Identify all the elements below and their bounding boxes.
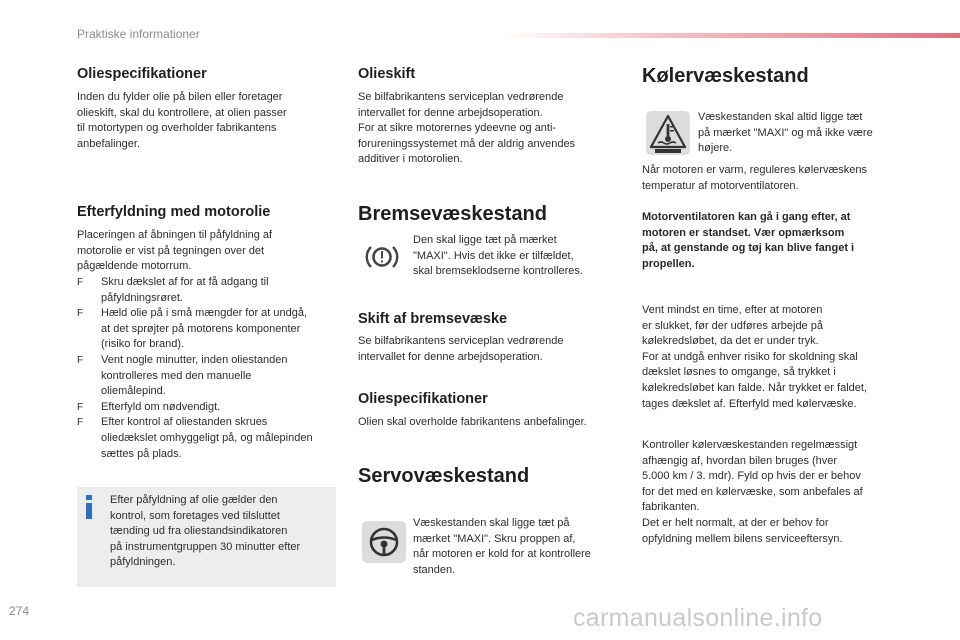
- text-line: kontrol, som foretages ved tilsluttet: [110, 509, 280, 522]
- topup-heading: Efterfyldning med motorolie: [77, 204, 271, 220]
- oil-change-text: [358, 90, 623, 168]
- list-item: [77, 353, 342, 400]
- list-item: [77, 275, 342, 306]
- text-line: olieskift, skal du kontrollere, at olien passer: [77, 106, 287, 119]
- coolant-heading: Kølervæskestand: [642, 65, 809, 87]
- text-line: kølekredsløbet kan falde. Når trykket er faldet,: [642, 381, 867, 394]
- list-item: [77, 306, 342, 353]
- coolant-wait-text: [642, 303, 917, 412]
- text-line: Se bilfabrikantens serviceplan vedrørende: [358, 91, 564, 103]
- text-line: fabrikanten.: [642, 501, 700, 514]
- text-line: Væskestanden skal altid ligge tæt: [698, 111, 863, 123]
- header-accent-bar: [500, 33, 960, 38]
- info-note-text: [110, 493, 335, 571]
- watermark: carmanualsonline.info: [573, 604, 823, 632]
- bullet-mark: F: [77, 401, 84, 413]
- text-line: påfyldningen.: [110, 556, 176, 569]
- text-line: Motorventilatoren kan gå i gang efter, at: [642, 211, 851, 223]
- list-item: [77, 415, 342, 462]
- text-line: Se bilfabrikantens serviceplan vedrørende: [358, 335, 564, 347]
- text-line: intervallet for denne arbejdsoperation.: [358, 106, 543, 119]
- text-line: Efter kontrol af oliestanden skrues: [101, 416, 268, 429]
- text-line: Når motoren er varm, reguleres kølervæskens: [642, 164, 867, 176]
- steering-wheel-icon: [361, 520, 407, 564]
- text-line: standen.: [413, 563, 456, 576]
- text-line: motoren er standset. Vær opmærksom: [642, 226, 845, 239]
- bullet-mark: F: [77, 277, 84, 288]
- brake-fluid-text: [413, 233, 623, 280]
- text-line: når motoren er kold for at kontrollere: [413, 548, 591, 561]
- text-line: Den skal ligge tæt på mærket: [413, 234, 557, 246]
- text-line: pågældende motorrum.: [77, 260, 192, 273]
- text-line: dækslet løsnes to omgange, så trykket i: [642, 366, 836, 379]
- info-icon-bar: [86, 503, 92, 519]
- text-line: tages dækslet af. Efterfyld med kølervæske.: [642, 397, 857, 410]
- coolant-check-text: [642, 438, 917, 547]
- text-line: sættes på plads.: [101, 447, 182, 460]
- text-line: additiver i motorolien.: [358, 153, 463, 166]
- bullet-mark: F: [77, 354, 84, 366]
- text-line: For at sikre motorernes ydeevne og anti-: [358, 122, 557, 135]
- text-line: Hæld olie på i små mængder for at undgå,: [101, 307, 308, 320]
- text-line: kølekredsløbet, da det er under tryk.: [642, 335, 819, 348]
- text-line: Placeringen af åbningen til påfyldning af: [77, 229, 273, 241]
- text-line: skal bremseklodserne kontrolleres.: [413, 265, 583, 278]
- text-line: højere.: [698, 142, 733, 155]
- text-line: for det med en kølervæske, som anbefales af: [642, 485, 863, 498]
- text-line: anbefalinger.: [77, 137, 140, 150]
- oil-spec-heading: Oliespecifikationer: [77, 66, 207, 82]
- text-line: Skru dækslet af for at få adgang til: [101, 276, 269, 288]
- oil-change-heading: Olieskift: [358, 66, 416, 82]
- text-line: Vent nogle minutter, inden oliestanden: [101, 353, 288, 366]
- running-header: Praktiske informationer: [77, 27, 200, 41]
- text-line: (risiko for brand).: [101, 338, 185, 351]
- power-steering-heading: Servovæskestand: [358, 465, 530, 487]
- text-line: oliedækslet omhyggeligt på, og målepinden: [101, 431, 313, 444]
- text-line: temperatur af motorventilatoren.: [642, 179, 799, 192]
- info-icon-dot: [86, 495, 92, 500]
- text-line: er slukket, før der udføres arbejde på: [642, 319, 823, 332]
- coolant-icon-text: [698, 110, 908, 157]
- text-line: afhængig af, hvordan bilen bruges (hver: [642, 454, 838, 467]
- text-line: Efterfyld om nødvendigt.: [101, 400, 221, 413]
- text-line: på instrumentgruppen 30 minutter efter: [110, 540, 301, 553]
- coolant-temperature-warning-icon: [645, 110, 691, 156]
- oil-spec-heading-2: Oliespecifikationer: [358, 391, 488, 407]
- text-line: på mærket "MAXI" og må ikke være: [698, 126, 873, 139]
- text-line: mærket "MAXI". Skru proppen af,: [413, 532, 576, 545]
- text-line: tænding ud fra oliestandsindikatoren: [110, 525, 288, 538]
- text-line: Det er helt normalt, at der er behov for: [642, 516, 829, 529]
- oil-spec-text-2: Olien skal overholde fabrikantens anbefalinger.: [358, 416, 587, 428]
- bullet-mark: F: [77, 308, 84, 320]
- fan-warning-text: [642, 210, 912, 272]
- text-line: intervallet for denne arbejdsoperation.: [358, 350, 543, 363]
- topup-text: [77, 228, 337, 275]
- brake-fluid-heading: Bremsevæskestand: [358, 203, 547, 225]
- info-icon: [86, 495, 92, 519]
- text-line: på, at genstande og tøj kan blive fanget i: [642, 242, 855, 255]
- text-line: påfyldningsrøret.: [101, 291, 183, 304]
- text-line: Inden du fylder olie på bilen eller foretager: [77, 91, 283, 103]
- power-steering-text: [413, 516, 623, 578]
- text-line: opfyldning mellem bilens serviceeftersyn.: [642, 532, 843, 545]
- page-number: 274: [9, 604, 30, 618]
- text-line: propellen.: [642, 257, 695, 270]
- text-line: Kontroller kølervæskestanden regelmæssigt: [642, 439, 858, 451]
- bullet-mark: F: [77, 417, 84, 429]
- text-line: motorolie er vist på tegningen over det: [77, 244, 265, 257]
- brake-change-text: [358, 334, 623, 365]
- text-line: oliemålepind.: [101, 385, 166, 398]
- oil-spec-text: [77, 90, 337, 152]
- text-line: Efter påfyldning af olie gælder den: [110, 494, 278, 506]
- text-line: kontrolleres med den manuelle: [101, 369, 252, 382]
- text-line: til motortypen og overholder fabrikantens: [77, 122, 277, 135]
- text-line: Vent mindst en time, efter at motoren: [642, 304, 823, 316]
- list-item: [77, 400, 342, 416]
- topup-steps-list: [77, 275, 342, 462]
- text-line: 5.000 km / 3. mdr). Fyld op hvis der er behov: [642, 470, 861, 483]
- text-line: Væskestanden skal ligge tæt på: [413, 517, 570, 529]
- text-line: at det sprøjter på motorens komponenter: [101, 322, 301, 335]
- text-line: "MAXI". Hvis det ikke er tilfældet,: [413, 249, 574, 262]
- brake-change-heading: Skift af bremsevæske: [358, 311, 508, 327]
- text-line: For at undgå enhver risiko for skoldning skal: [642, 350, 858, 363]
- brake-warning-icon: [359, 237, 405, 277]
- text-line: forureningssystemet må der aldrig anvendes: [358, 137, 576, 150]
- coolant-text: [642, 163, 912, 194]
